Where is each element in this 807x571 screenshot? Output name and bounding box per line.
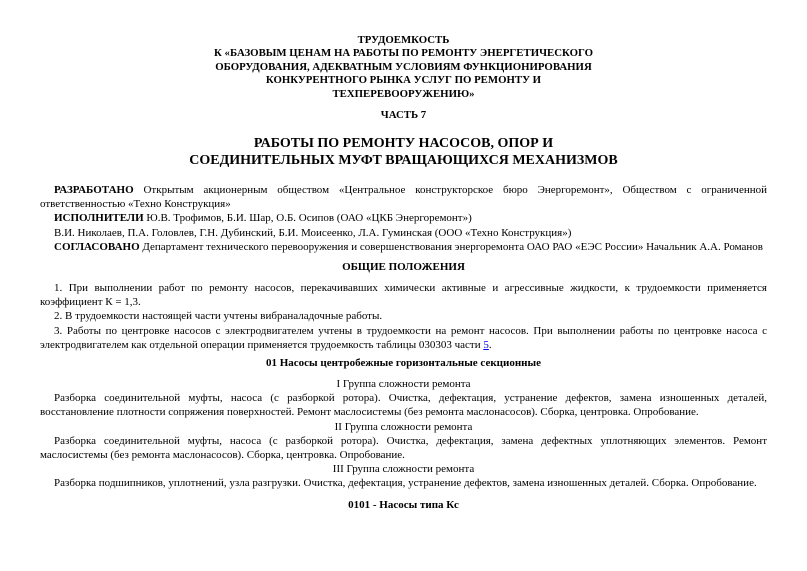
section-heading: 01 Насосы центробежные горизонтальные секционные [265,357,541,370]
header-line-3: ОБОРУДОВАНИЯ, АДЕКВАТНЫМ УСЛОВИЯМ ФУНКЦИОНИРОВАНИЯ [215,60,592,73]
group-1-text: Разборка соединительной муфты, насоса (с разборкой ротора). Очистка, дефектация, устранение дефектов, замена изношенных деталей, восстановление плотности сопряжения поверхностей. Ремонт маслосистемы (без ремонта маслонасосов). Сборка, центровка. Опробование. [40,392,767,419]
subsection-heading: 0101 - Насосы типа Кс [348,498,459,511]
performers-text: Ю.В. Трофимов, Б.И. Шар, О.Б. Осипов (ОАО «ЦКБ Энергоремонт») [143,212,472,225]
group-1-title: I Группа сложности ремонта [336,378,471,391]
header-line-4: КОНКУРЕНТНОГО РЫНКА УСЛУГ ПО РЕМОНТУ И [265,74,542,87]
general-heading: ОБЩИЕ ПОЛОЖЕНИЯ [342,261,465,274]
main-title-line-2: СОЕДИНИТЕЛЬНЫХ МУФТ ВРАЩАЮЩИХСЯ МЕХАНИЗМОВ [189,152,618,168]
credits-block [40,183,767,254]
main-title-line-1: РАБОТЫ ПО РЕМОНТУ НАСОСОВ, ОПОР И [253,136,554,152]
developed-label: РАЗРАБОТАНО [54,184,134,197]
performers-paragraph [40,211,767,225]
agreed-label: СОГЛАСОВАНО [54,240,140,253]
performers-label: ИСПОЛНИТЕЛИ [54,212,144,225]
group-3-text: Разборка подшипников, уплотнений, узла разгрузки. Очистка, дефектация, устранение дефектов, замена изношенных деталей. Сборка. Опробование. [54,477,757,490]
general-item-3-text: 3. Работы по центровке насосов с электродвигателем учтены в трудоемкости на ремонт насосов. При выполнении работы по центровке насоса с электродвигателем как отдельной операции применяется трудоемкость таблицы 030303 части [40,324,767,351]
group-2-title: II Группа сложности ремонта [334,420,473,433]
part-number: ЧАСТЬ 7 [380,109,427,122]
agreed-text: Департамент технического перевооружения и совершенствования энергоремонта ОАО РАО «ЕЭС России» Начальник А.А. Романов [139,240,763,253]
group-2-text: Разборка соединительной муфты, насоса (с разборкой ротора). Очистка, дефектация, замена дефектных уплотняющих элементов. Ремонт маслосистемы (без ремонта маслонасосов). Сборка, центровка. Опробование. [40,434,767,462]
developed-text: Открытым акционерным обществом «Центральное конструкторское бюро Энергоремонт», Обществом с ограниченной ответственностью «Техно Конструкция» [40,184,767,211]
part-5-link[interactable]: 5 [483,338,489,351]
main-title [40,136,767,169]
general-item-1: 1. При выполнении работ по ремонту насосов, перекачивавших химически активные и агрессивные жидкости, к трудоемкости применяется коэффициент К = 1,3. [40,282,767,309]
general-item-3 [40,324,767,352]
header-line-5: ТЕХПЕРЕВООРУЖЕНИЮ» [332,87,475,100]
header-line-2: К «БАЗОВЫМ ЦЕНАМ НА РАБОТЫ ПО РЕМОНТУ ЭНЕРГЕТИЧЕСКОГО [214,47,593,60]
group-3-title: III Группа сложности ремонта [332,463,475,476]
general-item-2: 2. В трудоемкости настоящей части учтены вибраналадочные работы. [54,310,383,323]
performers-paragraph-2: В.И. Николаев, П.А. Головлев, Г.Н. Дубинский, Б.И. Моисеенко, Л.А. Гуминская (ООО «Техно Конструкция») [54,226,572,239]
agreed-paragraph [40,240,767,254]
general-item-3-end: . [488,338,492,351]
document-header [40,34,767,101]
header-line-1: ТРУДОЕМКОСТЬ [357,34,450,46]
developed-paragraph [40,183,767,211]
